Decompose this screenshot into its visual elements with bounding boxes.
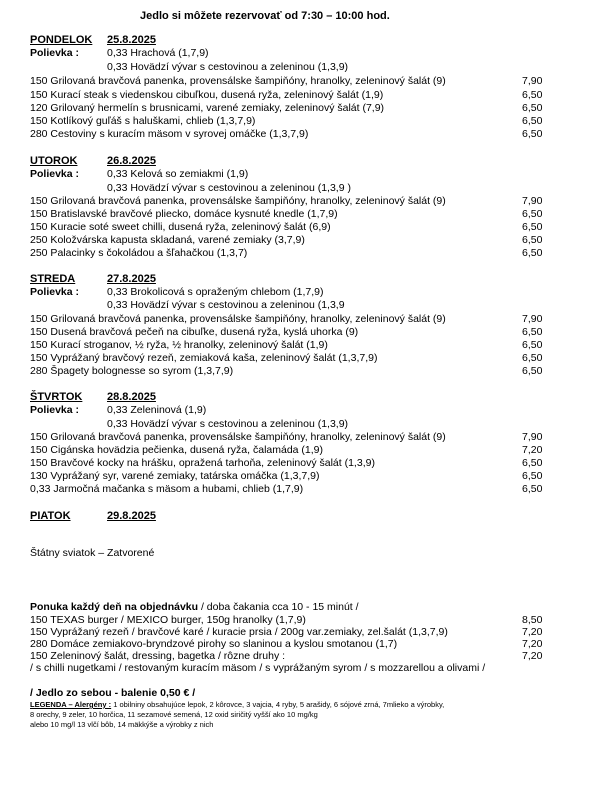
day-date: 28.8.2025 — [107, 391, 156, 403]
menu-price: 7,90 — [522, 75, 543, 87]
menu-price: 6,50 — [522, 352, 543, 364]
soup-item: 0,33 Hovädzí vývar s cestovinou a zeleninou (1,3,9) — [107, 418, 349, 430]
menu-item: 150 Grilovaná bravčová panenka, provensálske šampiňóny, hranolky, zeleninový šalát (9) — [30, 75, 446, 87]
menu-item: 120 Grilovaný hermelín s brusnicami, varené zemiaky, zeleninový šalát (7,9) — [30, 102, 385, 114]
soup-label: Polievka : — [30, 168, 80, 180]
menu-price: 6,50 — [522, 365, 543, 377]
menu-item: 250 Palacinky s čokoládou a šľahačkou (1,3,7) — [30, 247, 248, 259]
menu-price: 6,50 — [522, 247, 543, 259]
menu-price: 6,50 — [522, 470, 543, 482]
order-heading — [30, 601, 359, 613]
menu-item: 150 Kurací steak s viedenskou cibuľkou, dusená ryža, zeleninový šalát (1,9) — [30, 89, 384, 101]
takeaway-note: / Jedlo zo sebou - balenie 0,50 € / — [30, 687, 196, 699]
menu-price: 6,50 — [522, 89, 543, 101]
menu-price: 7,20 — [522, 444, 543, 456]
order-item: 150 Zeleninový šalát, dressing, bagetka / rôzne druhy : — [30, 650, 286, 662]
menu-item: 0,33 Jarmočná mačanka s mäsom a hubami, chlieb (1,7,9) — [30, 483, 304, 495]
soup-item: 0,33 Hrachová (1,7,9) — [107, 47, 209, 59]
menu-item: 150 Kotlíkový guľáš s haluškami, chlieb (1,3,7,9) — [30, 115, 256, 127]
soup-item: 0,33 Hovädzí vývar s cestovinou a zeleninou (1,3,9) — [107, 61, 349, 73]
soup-item: 0,33 Zeleninová (1,9) — [107, 404, 207, 416]
menu-item: 150 Kurací stroganov, ½ ryža, ½ hranolky, zeleninový šalát (1,9) — [30, 339, 328, 351]
menu-price: 6,50 — [522, 339, 543, 351]
order-price: 7,20 — [522, 638, 543, 650]
legend-text: 1 obilniny obsahujúce lepok, 2 kôrovce, 3 vajcia, 4 ryby, 5 arašidy, 6 sójové zrná, 7mlieko a výrobky, — [111, 700, 445, 709]
legend-line-1 — [30, 700, 444, 710]
day-name: ŠTVRTOK — [30, 391, 83, 403]
soup-label: Polievka : — [30, 47, 80, 59]
day-name: STREDA — [30, 273, 76, 285]
menu-price: 7,90 — [522, 313, 543, 325]
menu-price: 7,90 — [522, 431, 543, 443]
menu-price: 6,50 — [522, 102, 543, 114]
menu-price: 6,50 — [522, 221, 543, 233]
order-heading-rest: / doba čakania cca 10 - 15 minút / — [198, 601, 359, 613]
menu-item: 150 Grilovaná bravčová panenka, provensálske šampiňóny, hranolky, zeleninový šalát (9) — [30, 431, 446, 443]
soup-item: 0,33 Brokolicová s opraženým chlebom (1,7,9) — [107, 286, 324, 298]
day-name: PONDELOK — [30, 34, 93, 46]
menu-price: 6,50 — [522, 457, 543, 469]
reservation-header: Jedlo si môžete rezervovať od 7:30 – 10:00 hod. — [140, 10, 390, 22]
menu-item: 150 Cigánska hovädzia pečienka, dusená ryža, čalamáda (1,9) — [30, 444, 324, 456]
menu-price: 6,50 — [522, 115, 543, 127]
menu-price: 6,50 — [522, 483, 543, 495]
menu-price: 6,50 — [522, 128, 543, 140]
legend-label: LEGENDA – Alergény : — [30, 700, 112, 709]
menu-item: 150 Grilovaná bravčová panenka, provensálske šampiňóny, hranolky, zeleninový šalát (9) — [30, 313, 446, 325]
menu-price: 6,50 — [522, 234, 543, 246]
day-name: UTOROK — [30, 155, 78, 167]
menu-item: 130 Vyprážaný syr, varené zemiaky, tatárska omáčka (1,3,7,9) — [30, 470, 320, 482]
menu-item: 150 Dusená bravčová pečeň na cibuľke, dusená ryža, kyslá uhorka (9) — [30, 326, 359, 338]
menu-item: 250 Koložvárska kapusta skladaná, varené zemiaky (3,7,9) — [30, 234, 305, 246]
day-date: 29.8.2025 — [107, 510, 156, 522]
day-name: PIATOK — [30, 510, 71, 522]
menu-price: 7,90 — [522, 195, 543, 207]
day-date: 27.8.2025 — [107, 273, 156, 285]
menu-item: 150 Kuracie soté sweet chilli, dusená ryža, zeleninový šalát (6,9) — [30, 221, 331, 233]
order-item: 150 Vyprážaný rezeň / bravčové karé / kuracie prsia / 200g var.zemiaky, zel.šalát (1,3,7,9) — [30, 626, 448, 638]
day-date: 25.8.2025 — [107, 34, 156, 46]
soup-label: Polievka : — [30, 286, 80, 298]
menu-price: 6,50 — [522, 208, 543, 220]
salad-options-note: / s chilli nugetkami / restovaným kuracím mäsom / s vyprážaným syrom / s mozzarellou a olivami / — [30, 662, 486, 674]
order-heading-bold: Ponuka každý deň na objednávku — [30, 601, 199, 613]
day-date: 26.8.2025 — [107, 155, 156, 167]
soup-item: 0,33 Kelová so zemiakmi (1,9) — [107, 168, 249, 180]
menu-item: 150 Grilovaná bravčová panenka, provensálske šampiňóny, hranolky, zeleninový šalát (9) — [30, 195, 446, 207]
menu-price: 6,50 — [522, 326, 543, 338]
soup-item: 0,33 Hovädzí vývar s cestovinou a zeleninou (1,3,9 ) — [107, 182, 351, 194]
menu-item: 150 Bravčové kocky na hrášku, opražená tarhoňa, zeleninový šalát (1,3,9) — [30, 457, 375, 469]
order-price: 8,50 — [522, 614, 543, 626]
soup-label: Polievka : — [30, 404, 80, 416]
soup-item: 0,33 Hovädzí vývar s cestovinou a zeleninou (1,3,9 — [107, 299, 345, 311]
order-item: 150 TEXAS burger / MEXICO burger, 150g hranolky (1,7,9) — [30, 614, 306, 626]
holiday-note: Štátny sviatok – Zatvorené — [30, 547, 155, 559]
menu-item: 280 Špagety bolognesse so syrom (1,3,7,9) — [30, 365, 234, 377]
menu-item: 280 Cestoviny s kuracím mäsom v syrovej omáčke (1,3,7,9) — [30, 128, 309, 140]
legend-line-3: alebo 10 mg/l 13 vlčí bôb, 14 mäkkýše a výrobky z nich — [30, 720, 214, 729]
legend-line-2: 8 orechy, 9 zeler, 10 horčica, 11 sezamové semená, 12 oxid siričitý vyšší ako 10 mg/kg — [30, 710, 318, 719]
order-item: 280 Domáce zemiakovo-bryndzové pirohy so slaninou a kyslou smotanou (1,7) — [30, 638, 398, 650]
order-price: 7,20 — [522, 650, 543, 662]
menu-item: 150 Vyprážaný bravčový rezeň, zemiaková kaša, zeleninový šalát (1,3,7,9) — [30, 352, 378, 364]
order-price: 7,20 — [522, 626, 543, 638]
menu-item: 150 Bratislavské bravčové pliecko, domáce kysnuté knedle (1,7,9) — [30, 208, 338, 220]
